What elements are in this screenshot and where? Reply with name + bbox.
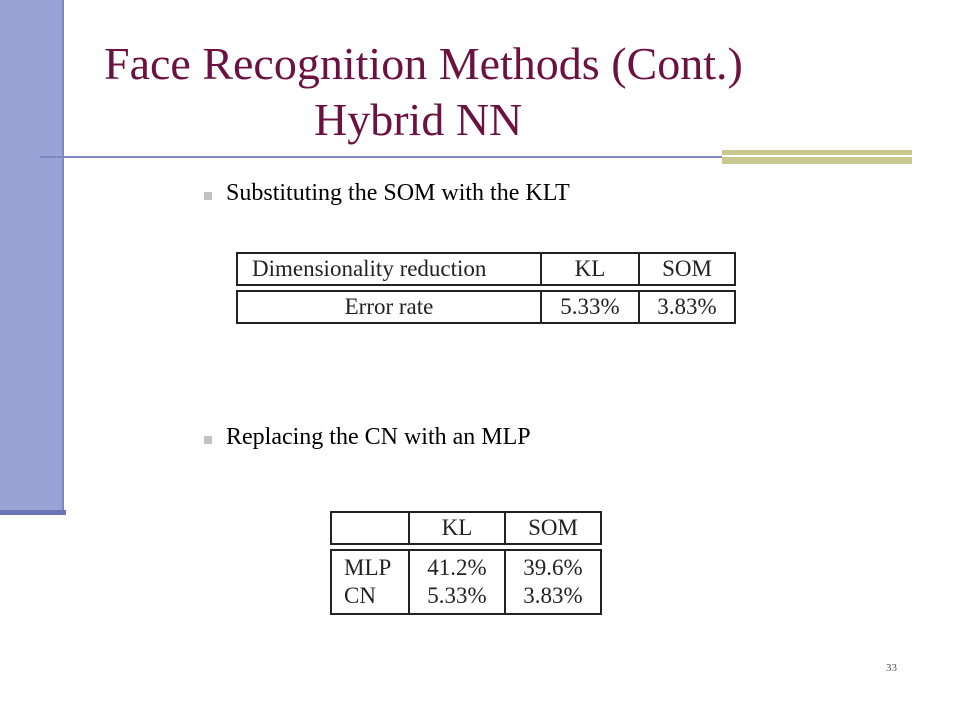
cell-som-cn: 3.83% xyxy=(523,583,583,608)
header-cell-empty xyxy=(331,512,409,544)
title-divider xyxy=(40,156,730,158)
cell-som-error: 3.83% xyxy=(639,291,735,323)
header-cell-kl: KL xyxy=(541,253,639,285)
kl-values xyxy=(409,550,505,614)
header-cell-som: SOM xyxy=(639,253,735,285)
title-line-1: Face Recognition Methods (Cont.) xyxy=(104,38,743,89)
row-label-mlp: MLP xyxy=(344,555,392,580)
cell-kl-cn: 5.33% xyxy=(427,583,487,608)
row-labels xyxy=(331,550,409,614)
header-cell-dimensionality: Dimensionality reduction xyxy=(237,253,541,285)
header-cell-som: SOM xyxy=(505,512,601,544)
row-label-cn: CN xyxy=(344,583,376,608)
table-header-row xyxy=(331,512,601,544)
cell-kl-mlp: 41.2% xyxy=(427,555,487,580)
bullet-item-2 xyxy=(204,424,531,451)
dimensionality-table xyxy=(236,252,736,324)
bullet-text-2: Replacing the CN with an MLP xyxy=(226,424,531,450)
bullet-square-icon xyxy=(204,436,212,444)
left-bar-shadow xyxy=(0,510,66,515)
bullet-square-icon xyxy=(204,192,212,200)
bullet-text-1: Substituting the SOM with the KLT xyxy=(226,180,570,206)
table-header-row xyxy=(237,253,735,285)
table-row xyxy=(237,291,735,323)
title-line-2: Hybrid NN xyxy=(314,94,523,145)
cell-som-mlp: 39.6% xyxy=(523,555,583,580)
cell-kl-error: 5.33% xyxy=(541,291,639,323)
accent-bar xyxy=(722,150,912,164)
bullet-item-1 xyxy=(204,180,570,207)
row-label-error-rate: Error rate xyxy=(237,291,541,323)
classifier-table xyxy=(330,511,602,615)
table-row xyxy=(331,550,601,614)
left-decorative-bar xyxy=(0,0,64,514)
header-cell-kl: KL xyxy=(409,512,505,544)
som-values xyxy=(505,550,601,614)
page-number: 33 xyxy=(886,662,897,674)
